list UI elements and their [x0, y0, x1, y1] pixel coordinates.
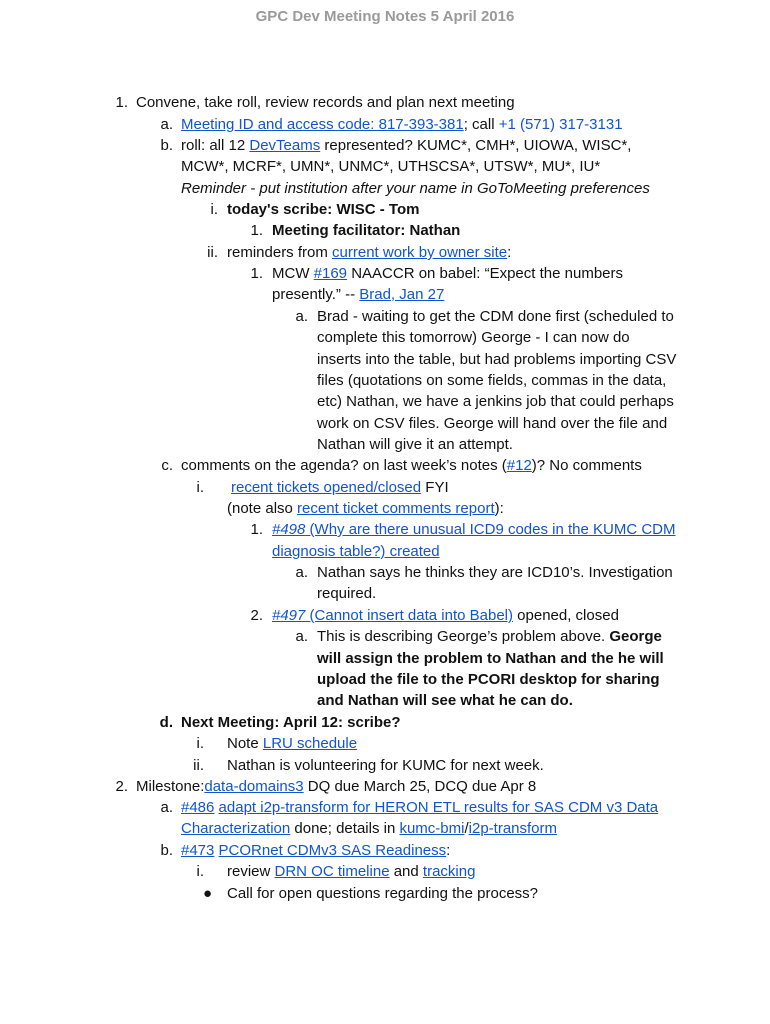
list-marker: ii.	[207, 244, 218, 261]
discussion-line: will assign the problem to Nathan and the he will	[317, 650, 664, 667]
list-marker: d.	[159, 714, 173, 731]
list-marker: 1.	[250, 222, 263, 239]
ticket-473-title-link[interactable]: PCORnet CDMv3 SAS Readiness	[218, 842, 447, 859]
discussion-line: required.	[317, 585, 377, 602]
ticket-498-title-link[interactable]: diagnosis table?) created	[272, 543, 440, 560]
list-marker: b.	[160, 842, 173, 859]
discussion-line: Nathan will give it an attempt.	[317, 436, 513, 453]
list-marker: 1.	[115, 94, 128, 111]
discussion-line: files (quotations on some fields, commas in the data,	[317, 372, 667, 389]
list-marker: 1.	[250, 521, 263, 538]
mcw-line: MCW #169 NAACCR on babel: “Expect the numbers	[272, 265, 623, 282]
milestone-line: Milestone:data-domains3 DQ due March 25, DCQ due Apr 8	[136, 778, 537, 795]
list-marker: i.	[210, 201, 218, 218]
ticket-473-line: #473 PCORnet CDMv3 SAS Readiness:	[181, 842, 451, 859]
meeting-id-link[interactable]: Meeting ID and access code: 817-393-381	[181, 116, 464, 133]
comments-report-link[interactable]: recent ticket comments report	[297, 500, 495, 517]
item-convene: Convene, take roll, review records and plan next meeting	[136, 94, 515, 111]
meeting-id-line: Meeting ID and access code: 817-393-381; call +1 (571) 317-3131	[181, 116, 623, 133]
discussion-line: etc) Nathan, we have a jenkins job that could perhaps	[317, 393, 674, 410]
lru-line: Note LRU schedule	[227, 735, 358, 752]
list-marker: i.	[196, 479, 204, 496]
list-marker: 2.	[115, 778, 128, 795]
drn-timeline-link[interactable]: DRN OC timeline	[274, 863, 390, 880]
open-questions-line: Call for open questions regarding the process?	[227, 885, 539, 902]
list-marker: 1.	[250, 265, 263, 282]
next-meeting-line: Next Meeting: April 12: scribe?	[181, 714, 401, 731]
list-marker: a.	[295, 628, 308, 645]
ticket-169-link[interactable]: #169	[313, 265, 348, 282]
ticket-497-title-link[interactable]: (Cannot insert data into Babel)	[305, 607, 513, 624]
list-marker: c.	[161, 457, 173, 474]
discussion-line: Brad - waiting to get the CDM done first (scheduled to	[317, 308, 674, 325]
phone-link[interactable]: +1 (571) 317-3131	[498, 116, 623, 133]
list-marker: a.	[295, 308, 308, 325]
repo-link[interactable]: i2p-transform	[468, 820, 558, 837]
brad-comment-link[interactable]: Brad, Jan 27	[359, 286, 445, 303]
repo-owner-link[interactable]: kumc-bmi	[399, 820, 465, 837]
page-title: GPC Dev Meeting Notes 5 April 2016	[255, 8, 515, 25]
ticket-486-line	[181, 799, 658, 817]
discussion-line: inserts into the table, but had problems importing CSV	[317, 351, 677, 368]
list-marker: ii.	[193, 757, 204, 774]
reminders-line: reminders from current work by owner site:	[227, 244, 512, 261]
owner-site-link[interactable]: current work by owner site	[332, 244, 508, 261]
tracking-link[interactable]: tracking	[422, 863, 476, 880]
list-marker: i.	[196, 735, 204, 752]
discussion-line: complete this tomorrow) George - I can now do	[317, 329, 630, 346]
facilitator-line: Meeting facilitator: Nathan	[272, 222, 461, 239]
bullet-icon: ●	[202, 885, 212, 902]
volunteer-line: Nathan is volunteering for KUMC for next week.	[227, 757, 544, 774]
ticket-498-link[interactable]: #498	[272, 521, 306, 538]
ticket-498-line-2	[272, 543, 440, 561]
list-marker: a.	[295, 564, 308, 581]
devteams-link[interactable]: DevTeams	[249, 137, 321, 154]
discussion-line: upload the file to the PCORI desktop for sharing	[317, 671, 660, 688]
recent-tickets-link[interactable]: recent tickets opened/closed	[231, 479, 422, 496]
ticket-486-title-link[interactable]: Characterization	[181, 820, 291, 837]
ticket-486-title-link[interactable]: adapt i2p-transform for HERON ETL results for SAS CDM v3 Data	[218, 799, 659, 816]
reminder-note: Reminder - put institution after your name in GoToMeeting preferences	[181, 180, 650, 197]
ticket-497-link[interactable]: #497	[272, 607, 306, 624]
tickets-note-line: (note also recent ticket comments report):	[227, 500, 504, 517]
list-marker: i.	[196, 863, 204, 880]
ticket-498-title-link[interactable]: (Why are there unusual ICD9 codes in the KUMC CDM	[305, 521, 676, 538]
ticket-497-line: #497 (Cannot insert data into Babel) opened, closed	[272, 607, 619, 624]
list-marker: 2.	[250, 607, 263, 624]
list-marker: a.	[160, 116, 173, 133]
roll-line-2: MCW*, MCRF*, UMN*, UNMC*, UTHSCSA*, UTSW*, MU*, IU*	[181, 158, 601, 175]
list-marker: a.	[160, 799, 173, 816]
review-line: review DRN OC timeline and tracking	[227, 863, 476, 880]
ticket-473-link[interactable]: #473	[181, 842, 215, 859]
ticket-486-line-2: Characterization done; details in kumc-bmi/i2p-transform	[181, 820, 558, 837]
mcw-line-2: presently.” -- Brad, Jan 27	[272, 286, 445, 303]
ticket-498-line	[272, 521, 676, 539]
roll-line: roll: all 12 DevTeams represented? KUMC*, CMH*, UIOWA, WISC*,	[181, 137, 632, 154]
discussion-line: Nathan says he thinks they are ICD10’s. Investigation	[317, 564, 673, 581]
discussion-line: and Nathan will see what he can do.	[317, 692, 573, 709]
discussion-line: This is describing George’s problem above. George	[317, 628, 662, 645]
tickets-line: recent tickets opened/closed FYI	[231, 479, 449, 496]
data-domains3-link[interactable]: data-domains3	[204, 778, 304, 795]
scribe-line: today's scribe: WISC - Tom	[227, 201, 420, 218]
comments-line: comments on the agenda? on last week’s notes (#12)? No comments	[181, 457, 642, 474]
notes-12-link[interactable]: #12	[506, 457, 532, 474]
lru-schedule-link[interactable]: LRU schedule	[262, 735, 358, 752]
ticket-486-link[interactable]: #486	[181, 799, 215, 816]
list-marker: b.	[160, 137, 173, 154]
discussion-line: work on CSV files. George will hand over the file and	[317, 415, 668, 432]
